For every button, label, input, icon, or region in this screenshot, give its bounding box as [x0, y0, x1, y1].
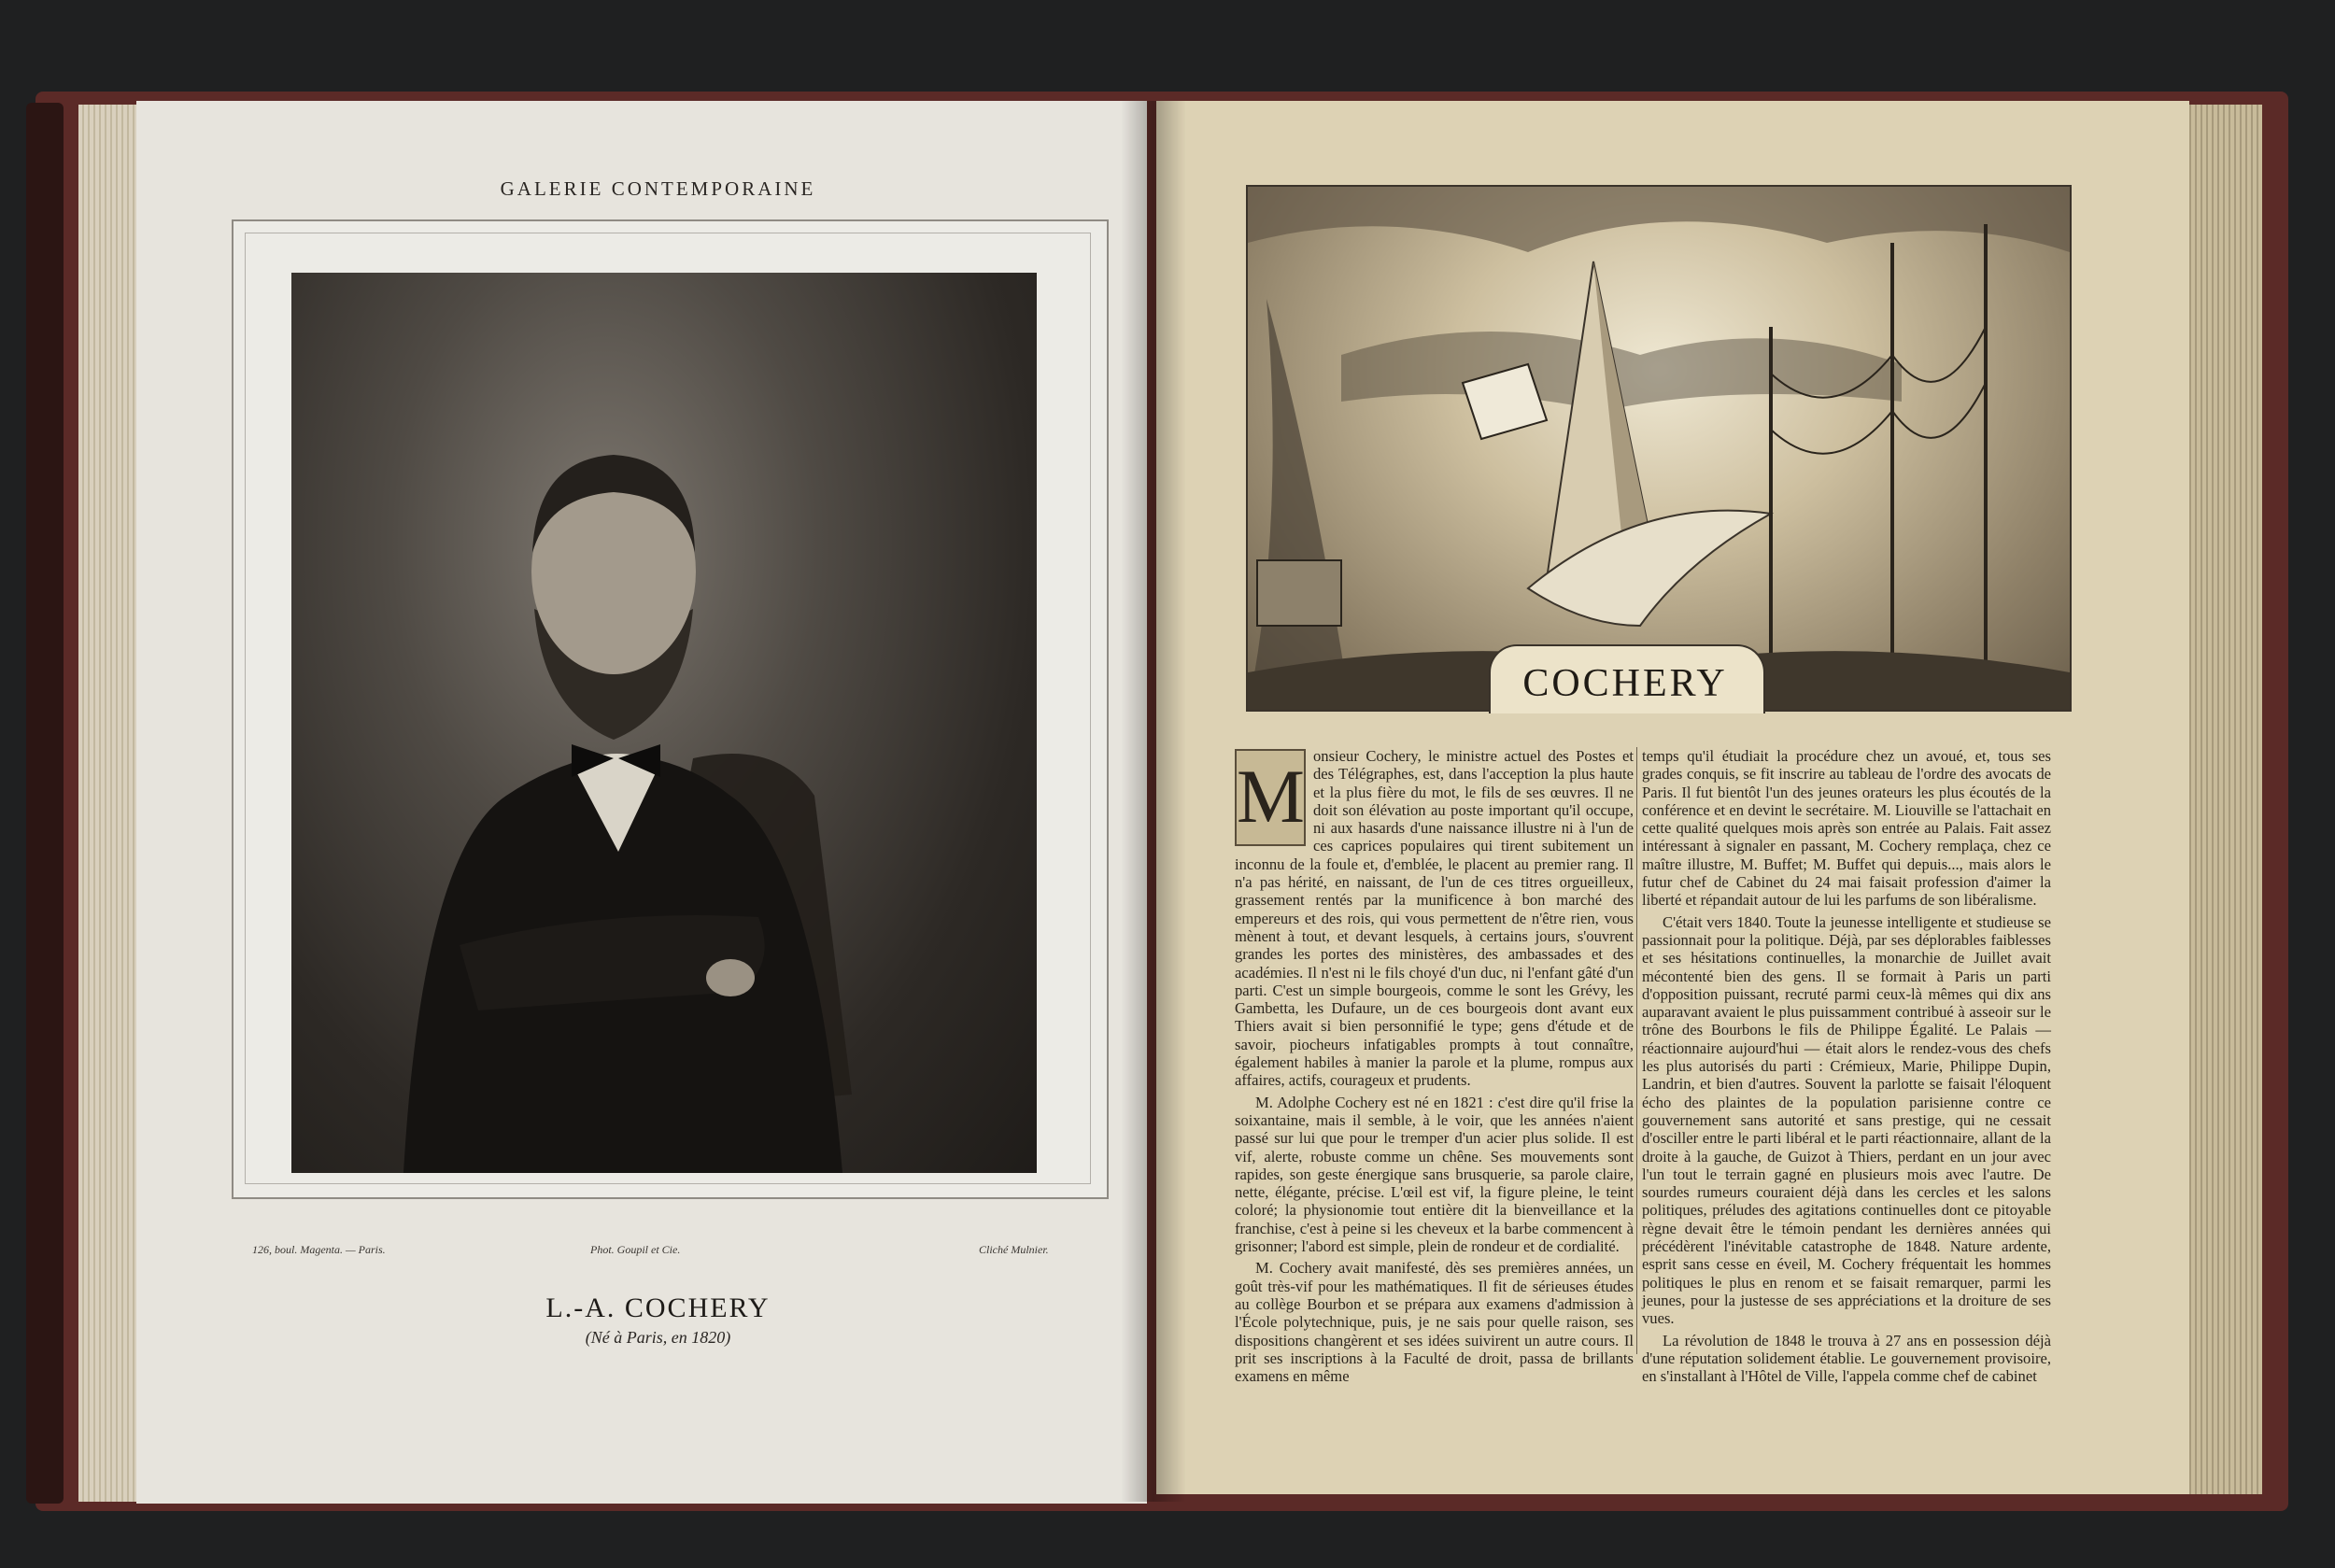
paragraph-3: M. Cochery avait manifesté, dès ses premières années, un goût très-vif pour les mathématiques. Il fit de sérieuses études au collège Bourbon et se prépara aux examens d'admission à l'École polytechnique, puis, je ne sais pour quelle raison, ses dispositions changèrent et ses idées suivirent un autre cours. Il prit ses inscriptions à la Faculté de droit, passa de brillants examens en même	[1235, 1259, 1634, 1386]
credit-cliche: Cliché Mulnier.	[979, 1243, 1049, 1256]
column-rule	[1636, 747, 1637, 1354]
article-title: COCHERY	[1522, 662, 1728, 705]
portrait-figure	[291, 273, 1037, 1173]
paragraph-1: onsieur Cochery, le ministre actuel des Postes et des Télégraphes, est, dans l'acception la plus haute et la plus fière du mot, le fils de ses œuvres. Il ne doit son élévation au poste important qu'il occupe, ni aux hasards d'une naissance illustre ni à l'un de ces caprices populaires qui tirent subitement un inconnu de la foule et, d'emblée, le placent au premier rang. Il n'a pas hérité, en naissant, de l'un de ces titres orgueilleux, grassement rentés par la munificence à bon marché des empereurs et des rois, qui vous permettent de n'être rien, vous mènent à tout, et devant lesquels, à certains jours, s'ouvrent grandes les portes des ministères, des ambassades et des académies. Il n'est ni le fils choyé d'un duc, ni l'enfant gâté d'un parti. C'est un simple bourgeois, comme le sont les Grévy, les Gambetta, les Dufaure, un de ces bourgeois dont avant eux Thiers avait si bien personnifié le type; gens d'étude et de savoir, piocheurs infatigables prompts à tout connaître, également habiles à manier la parole et la plume, rompus aux affaires, actifs, courageux et prudents.	[1235, 747, 1634, 1090]
ornamental-dropcap: M	[1235, 749, 1306, 846]
paragraph-6: La révolution de 1848 le trouva à 27 ans en possession déjà d'une réputation solidement établie. Le gouvernement provisoire, en s'installant à l'Hôtel de Ville, l'appela comme chef de cabinet	[1642, 1331, 2051, 1386]
credit-address: 126, boul. Magenta. — Paris.	[252, 1243, 386, 1256]
portrait-photograph	[291, 273, 1037, 1173]
paragraph-2: M. Adolphe Cochery est né en 1821 : c'est dire qu'il frise la soixantaine, mais il semble, à le voir, que les années n'aient passé sur lui que pour le tremper d'un acier plus solide. Il est vif, alerte, robuste comme un chêne. Ses mouvements sont rapides, son geste énergique sans brusquerie, sa parole claire, nette, élégante, précise. L'œil est vif, la figure pleine, le teint coloré; la physionomie tout entière dit la bienveillance et la franchise, c'est à peine si les cheveux et la barbe commencent à grisonner; l'abord est simple, plein de rondeur et de cordialité.	[1235, 1093, 1634, 1256]
portrait-caption: L.-A. COCHERY	[545, 1293, 771, 1323]
running-head: GALERIE CONTEMPORAINE	[500, 177, 816, 200]
text-column-left	[1235, 747, 1634, 1385]
paragraph-5: C'était vers 1840. Toute la jeunesse intelligente et studieuse se passionnait pour la politique. Déjà, par ses déplorables faiblesses et ses hésitations continuelles, la monarchie de Juillet avait mécontenté bien des gens. Il se formait à Paris un parti d'opposition puissant, recruté parmi ceux-là mêmes qui dix ans auparavant avaient le plus puissamment contribué à asseoir sur le trône des Bourbons le fils de Philippe Égalité. Le Palais — réactionnaire aujourd'hui — était alors le rendez-vous des chefs les plus autorisés du parti : Crémieux, Marie, Philippe Dupin, Landrin, et bien d'autres. Souvent la parlotte se faisait l'éloquent écho des plaintes de la population parisienne contre ce gouvernement sans autorité et sans prestige, qui ne cessait d'osciller entre le parti libéral et le parti réactionnaire, allant de la droite à la gauche, de Guizot à Thiers, perdant en un jour avec l'un tout le terrain gagné en plusieurs mois avec l'autre. De sourdes rumeurs couraient déjà dans les cercles et les salons politiques, préludes des agitations continuelles dont ce pitoyable règne devait être le témoin pendant les dernières années qui précédèrent l'inévitable catastrophe de 1848. Nature ardente, esprit sans cesse en éveil, M. Cochery fréquentait les hommes politiques le plus en renom et se faisait remarquer, parmi les jeunes, pour la justesse de ses appréciations et la droiture de ses vues.	[1642, 912, 2051, 1328]
book-spine-edge	[26, 103, 64, 1504]
engraving-scene	[1248, 187, 2070, 710]
book-gutter	[1121, 101, 1186, 1502]
headpiece-engraving	[1246, 185, 2072, 712]
left-page-stack	[78, 105, 136, 1502]
text-column-right	[1642, 747, 2051, 1385]
right-page-stack	[2186, 105, 2262, 1494]
paragraph-4: temps qu'il étudiait la procédure chez un avoué, et, tous ses grades conquis, se fit inscrire au tableau de l'ordre des avocats de Paris. Il fut bientôt l'un des jeunes orateurs les plus écoutés de la conférence et en devint le secrétaire. M. Liouville se l'attachait en cette qualité quelques mois après son entrée au Palais. Fait assez intéressant à signaler en passant, M. Cochery remplaça, chez ce maître illustre, M. Buffet; M. Buffet qui depuis..., mais alors le futur chef de Cabinet du 24 mai faisait profession d'aimer la liberté et répandait autour de lui les parfums de son libéralisme.	[1642, 747, 2051, 910]
portrait-subcaption: (Né à Paris, en 1820)	[585, 1328, 731, 1347]
credit-photographer: Phot. Goupil et Cie.	[590, 1243, 681, 1256]
